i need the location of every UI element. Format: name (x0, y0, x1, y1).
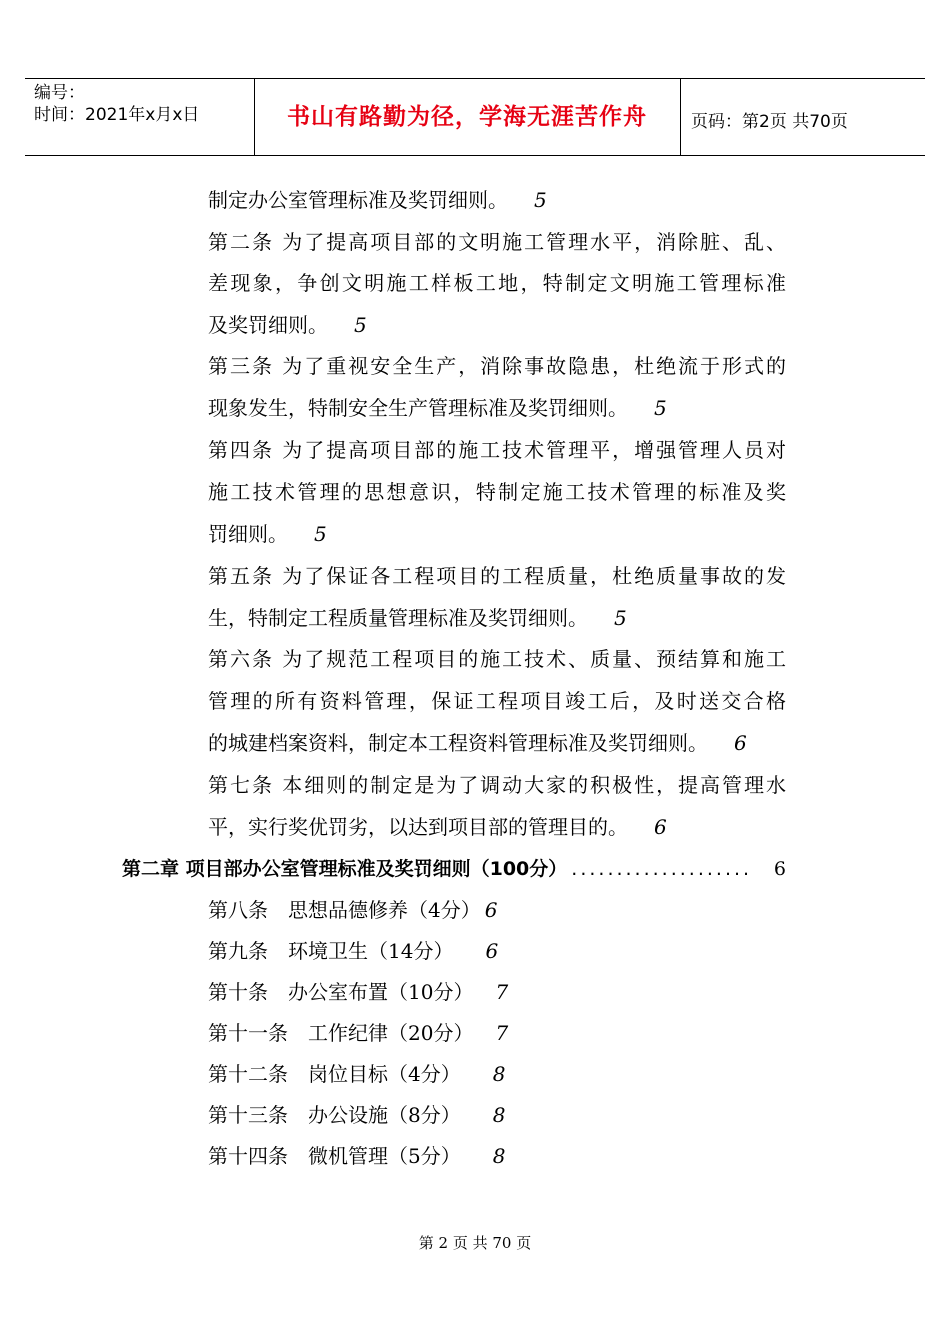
toc-entry[interactable]: 第十三条 办公设施（8分） 8 (208, 1103, 506, 1127)
header-motto: 书山有路勤为径，学海无涯苦作舟 (287, 104, 647, 130)
toc-page: 7 (495, 980, 509, 1004)
document-time-label: 时间：2021年x月x日 (34, 105, 200, 125)
body-line: 管理的所有资料管理，保证工程项目竣工后，及时送交合格 (208, 689, 786, 713)
document-number-label: 编号： (34, 83, 85, 103)
body-line: 现象发生，特制安全生产管理标准及奖罚细则。 5 (208, 396, 667, 420)
body-line: 施工技术管理的思想意识，特制定施工技术管理的标准及奖 (208, 480, 786, 504)
body-line: 平，实行奖优罚劣，以达到项目部的管理目的。 6 (208, 815, 667, 839)
toc-page: 7 (495, 1021, 509, 1045)
body-line: 差现象，争创文明施工样板工地，特制定文明施工管理标准 (208, 271, 786, 295)
chapter-heading[interactable] (122, 856, 786, 882)
page-ref: 5 (314, 522, 327, 546)
toc-entry[interactable]: 第十四条 微机管理（5分） 8 (208, 1144, 506, 1168)
body-line: 第六条 为了规范工程项目的施工技术、质量、预结算和施工 (208, 647, 786, 671)
toc-leader-dots: .................... (571, 858, 753, 880)
page-ref: 5 (614, 606, 627, 630)
body-line: 第五条 为了保证各工程项目的工程质量，杜绝质量事故的发 (208, 564, 786, 588)
page-footer: 第 2 页 共 70 页 (418, 1234, 532, 1252)
toc-entry[interactable]: 第八条 思想品德修养（4分） 6 (208, 898, 498, 922)
toc-entry[interactable]: 第九条 环境卫生（14分） 6 (208, 939, 499, 963)
toc-page: 8 (492, 1103, 506, 1127)
page-ref: 5 (354, 313, 367, 337)
body-line: 及奖罚细则。 5 (208, 313, 367, 337)
header-page-label: 页码：第2页 共70页 (691, 112, 848, 132)
body-line: 第七条 本细则的制定是为了调动大家的积极性，提高管理水 (208, 773, 786, 797)
body-line: 制定办公室管理标准及奖罚细则。 5 (208, 188, 547, 212)
header-meta (34, 82, 199, 126)
toc-page: 6 (484, 898, 498, 922)
toc-page: 6 (485, 939, 499, 963)
page-ref: 6 (734, 731, 747, 755)
toc-page: 8 (492, 1144, 506, 1168)
body-line: 生，特制定工程质量管理标准及奖罚细则。 5 (208, 606, 627, 630)
toc-entry[interactable]: 第十二条 岗位目标（4分） 8 (208, 1062, 506, 1086)
toc-entry[interactable]: 第十条 办公室布置（10分） 7 (208, 980, 509, 1004)
body-line: 的城建档案资料，制定本工程资料管理标准及奖罚细则。 6 (208, 731, 747, 755)
body-line: 罚细则。 5 (208, 522, 327, 546)
header-top-rule (25, 78, 925, 79)
page-ref: 5 (654, 396, 667, 420)
page-ref: 6 (654, 815, 667, 839)
header-bottom-rule (25, 155, 925, 156)
page-ref: 5 (534, 188, 547, 212)
header-divider-right (680, 78, 681, 155)
body-line: 第三条 为了重视安全生产，消除事故隐患，杜绝流于形式的 (208, 354, 786, 378)
page-header (0, 0, 950, 160)
toc-entry[interactable]: 第十一条 工作纪律（20分） 7 (208, 1021, 509, 1045)
chapter-title: 第二章 项目部办公室管理标准及奖罚细则（100分） (122, 858, 568, 880)
toc-page: 8 (492, 1062, 506, 1086)
chapter-page: 6 (773, 858, 786, 880)
body-line: 第二条 为了提高项目部的文明施工管理水平，消除脏、乱、 (208, 230, 786, 254)
body-line: 第四条 为了提高项目部的施工技术管理平，增强管理人员对 (208, 438, 786, 462)
